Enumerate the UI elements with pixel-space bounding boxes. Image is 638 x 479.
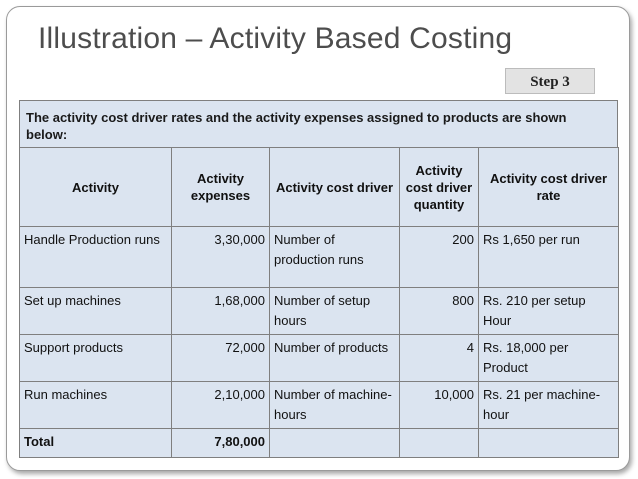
cell-total-label: Total [20,429,172,458]
cell-expenses: 72,000 [172,335,270,382]
cell-rate: Rs. 18,000 per Product [479,335,619,382]
total-row [20,429,619,458]
header-activity-cost-driver: Activity cost driver [270,148,400,227]
cell-expenses: 2,10,000 [172,382,270,429]
activity-cost-table [19,147,619,458]
cell-quantity: 4 [400,335,479,382]
cell-activity: Handle Production runs [20,227,172,288]
cell-total-expenses: 7,80,000 [172,429,270,458]
cell-rate: Rs 1,650 per run [479,227,619,288]
cell-rate: Rs. 210 per setup Hour [479,288,619,335]
header-driver-quantity: Activity cost driver quantity [400,148,479,227]
table-row [20,335,619,382]
slide-title: Illustration – Activity Based Costing [38,22,513,55]
intro-text: The activity cost driver rates and the activity expenses assigned to products are shown below: [19,100,618,147]
cell-total-rate [479,429,619,458]
cell-driver: Number of machine-hours [270,382,400,429]
cell-expenses: 3,30,000 [172,227,270,288]
table-row [20,288,619,335]
cell-expenses: 1,68,000 [172,288,270,335]
cell-driver: Number of setup hours [270,288,400,335]
header-activity: Activity [20,148,172,227]
cell-activity: Set up machines [20,288,172,335]
cell-quantity: 10,000 [400,382,479,429]
cell-quantity: 800 [400,288,479,335]
cell-rate: Rs. 21 per machine-hour [479,382,619,429]
cell-quantity: 200 [400,227,479,288]
header-driver-rate: Activity cost driver rate [479,148,619,227]
step-badge: Step 3 [505,68,595,94]
content-area [19,100,618,458]
cell-activity: Support products [20,335,172,382]
cell-total-driver [270,429,400,458]
table-row [20,227,619,288]
cell-activity: Run machines [20,382,172,429]
table-header-row [20,148,619,227]
table-row [20,382,619,429]
cell-total-quantity [400,429,479,458]
header-activity-expenses: Activity expenses [172,148,270,227]
cell-driver: Number of production runs [270,227,400,288]
cell-driver: Number of products [270,335,400,382]
